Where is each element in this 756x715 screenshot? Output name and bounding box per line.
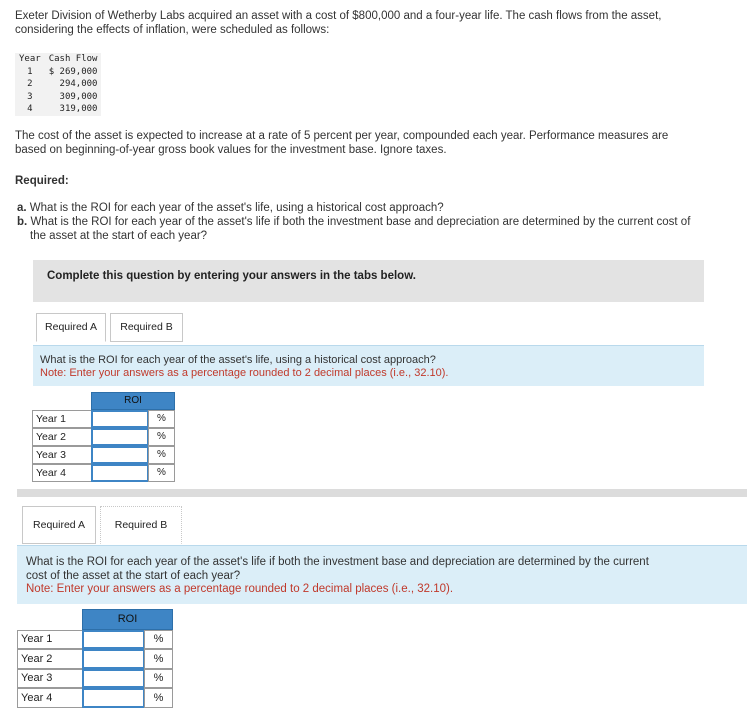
roi-a-header: ROI — [91, 392, 175, 410]
roi-a-year2-label: Year 2 — [32, 428, 92, 446]
cash-flow-header-row — [15, 53, 101, 66]
year-cell: 3 — [27, 91, 33, 102]
roi-a-year4-input[interactable] — [91, 464, 149, 482]
roi-a-year1-label: Year 1 — [32, 410, 92, 428]
required-b-continuation: the asset at the start of each year? — [30, 230, 208, 242]
roi-b-year2-label: Year 2 — [17, 649, 83, 669]
table-row — [15, 78, 101, 91]
table-row — [15, 66, 101, 79]
section-divider — [17, 489, 747, 497]
roi-b-year1-input[interactable] — [82, 630, 145, 649]
question-b-box — [17, 545, 747, 604]
roi-a-year2-input[interactable] — [91, 428, 149, 446]
required-heading: Required: — [15, 175, 69, 187]
cash-flow-cell: $ 269,000 — [48, 66, 98, 77]
required-b-text: What is the ROI for each year of the asset's life if both the investment base and depreciation are determined by the current cost of — [30, 216, 691, 228]
question-a-text — [40, 354, 448, 380]
required-a-label: a. — [17, 202, 27, 214]
percent-sign: % — [148, 446, 175, 464]
cost-line-2: based on beginning-of-year gross book values for the investment base. Ignore taxes. — [15, 144, 447, 156]
roi-a-year1-input[interactable] — [91, 410, 149, 428]
intro-line-1: Exeter Division of Wetherby Labs acquired an asset with a cost of $800,000 and a four-year life. The cash flows from the asset, — [15, 10, 662, 22]
cash-flow-cell: 309,000 — [59, 91, 98, 102]
instructions-banner — [33, 260, 704, 302]
tab-required-b[interactable]: Required B — [110, 313, 183, 342]
required-b-item — [17, 215, 752, 229]
percent-sign: % — [144, 649, 173, 669]
cash-flow-cell: 294,000 — [59, 79, 98, 89]
year-header: Year — [19, 54, 41, 64]
tab-required-a-b[interactable]: Required A — [22, 506, 96, 544]
percent-sign: % — [144, 669, 173, 688]
roi-b-year3-label: Year 3 — [17, 669, 83, 688]
cash-flow-cell: 319,000 — [59, 104, 98, 114]
roi-a-year3-input[interactable] — [91, 446, 149, 464]
roi-a-year4-label: Year 4 — [32, 464, 92, 482]
year-cell: 2 — [27, 79, 33, 89]
question-a-box — [33, 345, 704, 386]
percent-sign: % — [148, 464, 175, 482]
intro-line-2: considering the effects of inflation, were scheduled as follows: — [15, 24, 330, 36]
banner-text: Complete this question by entering your answers in the tabs below. — [47, 270, 416, 282]
cost-line-1: The cost of the asset is expected to increase at a rate of 5 percent per year, compounded each year. Performance measures are — [15, 130, 669, 142]
percent-sign: % — [144, 688, 173, 708]
question-a-line: What is the ROI for each year of the asset's life, using a historical cost approach? — [40, 354, 436, 366]
roi-b-header: ROI — [82, 609, 173, 630]
required-a-item — [17, 201, 752, 215]
required-b-label: b. — [17, 216, 28, 228]
question-b-line-1: What is the ROI for each year of the asset's life if both the investment base and depreciation are determined by the current — [26, 556, 649, 568]
year-cell: 4 — [27, 104, 33, 114]
roi-b-year3-input[interactable] — [82, 669, 145, 688]
tab-required-a[interactable]: Required A — [36, 313, 106, 342]
question-a-note: Note: Enter your answers as a percentage rounded to 2 decimal places (i.e., 32.10). — [40, 367, 449, 379]
percent-sign: % — [148, 428, 175, 446]
roi-a-year3-label: Year 3 — [32, 446, 92, 464]
tab-required-b-b[interactable]: Required B — [100, 506, 182, 544]
table-row — [15, 103, 101, 116]
cash-flow-header: Cash Flow — [48, 54, 98, 64]
roi-b-year2-input[interactable] — [82, 649, 145, 669]
required-list — [17, 201, 752, 243]
question-b-note: Note: Enter your answers as a percentage rounded to 2 decimal places (i.e., 32.10). — [26, 583, 454, 595]
roi-b-year4-input[interactable] — [82, 688, 145, 708]
year-cell: 1 — [27, 66, 33, 77]
required-a-text: What is the ROI for each year of the asset's life, using a historical cost approach? — [29, 202, 444, 214]
roi-b-year4-label: Year 4 — [17, 688, 83, 708]
question-b-text — [26, 556, 649, 597]
question-b-line-2: cost of the asset at the start of each year? — [26, 569, 241, 582]
roi-b-year1-label: Year 1 — [17, 630, 83, 649]
intro-paragraph — [15, 9, 750, 37]
cost-paragraph — [15, 129, 750, 157]
cash-flow-table — [15, 53, 101, 116]
percent-sign: % — [148, 410, 175, 428]
percent-sign: % — [144, 630, 173, 649]
table-row — [15, 91, 101, 104]
